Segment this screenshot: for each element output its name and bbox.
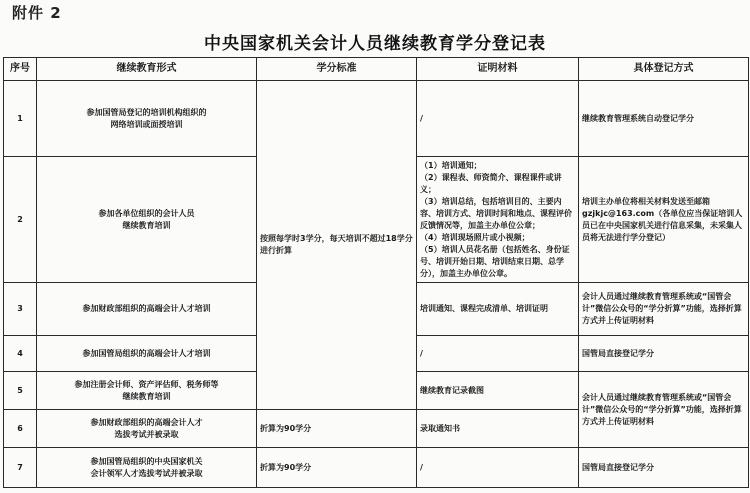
education-form [37,410,257,448]
header-credit: 学分标准 [257,58,417,81]
proof-material: / [417,336,579,372]
credit-standard: 折算为90学分 [257,448,417,488]
credit-standard: 折算为90学分 [257,410,417,448]
form-line: 继续教育培训 [122,220,171,230]
credit-standard-merged [257,81,417,410]
header-no: 序号 [4,58,37,81]
form-line: 参加注册会计师、资产评估师、税务师等 [74,379,219,389]
proof-item: （2）课程表、师资简介、课程课件或讲义； [420,172,562,194]
proof-material: / [417,81,579,157]
row-number: 5 [4,372,37,410]
registration-method: 国管局直接登记学分 [579,448,749,488]
table-row [4,448,749,488]
header-proof: 证明材料 [417,58,579,81]
form-line: 选拔考试并被录取 [114,429,179,439]
proof-material: / [417,448,579,488]
registration-method: 培训主办单位将相关材料发送至邮箱gzjkjc@163.com（各单位应当保证培训人员已在中央国家机关进行信息采集，未采集人员将无法进行学分登记） [579,157,749,283]
form-line: 参加国管局组织的中央国家机关 [90,456,203,466]
proof-item: （5）培训人员花名册（包括姓名、身份证号、培训开始日期、培训结束日期、总学分），加盖主办单位公章。 [420,244,570,278]
row-number: 1 [4,81,37,157]
proof-item: （1）培训通知； [420,160,482,170]
row-number: 6 [4,410,37,448]
form-line: 继续教育培训 [122,391,171,401]
proof-material: 继续教育记录截图 [417,372,579,410]
document-title: 中央国家机关会计人员继续教育学分登记表 [204,34,546,54]
education-form [37,157,257,283]
row-number: 4 [4,336,37,372]
table-header-row [4,58,749,81]
header-form: 继续教育形式 [37,58,257,81]
proof-item: （4）培训现场照片或小视频； [420,232,530,242]
proof-item: （3）培训总结，包括培训目的、主要内容、培训方式、培训时间和地点、课程评价反馈情况等，加盖主办单位公章； [420,196,572,230]
header-method: 具体登记方式 [579,58,749,81]
credit-standard-text: 按照每学时3学分，每天培训不超过18学分进行折算 [260,234,413,255]
education-form [37,448,257,488]
education-form: 参加财政部组织的高端会计人才培训 [37,283,257,336]
registration-method: 会计人员通过继续教育管理系统或“国管会计”微信公众号的“学分折算”功能，选择折算方式并上传证明材料 [579,283,749,336]
form-line: 参加财政部组织的高端会计人才 [90,417,203,427]
form-line: 网络培训或面授培训 [110,119,183,129]
proof-material-list [417,157,579,283]
registration-method: 国管局直接登记学分 [579,336,749,372]
proof-material: 录取通知书 [417,410,579,448]
row-number: 7 [4,448,37,488]
education-form [37,372,257,410]
registration-method: 继续教育管理系统自动登记学分 [579,81,749,157]
table-row [4,81,749,157]
registration-method-merged: 会计人员通过继续教育管理系统或“国管会计”微信公众号的“学分折算”功能，选择折算方式并上传证明材料 [579,372,749,448]
credit-registration-table [3,57,749,488]
form-line: 参加国管局登记的培训机构组织的 [86,107,207,117]
proof-material: 培训通知、课程完成清单、培训证明 [417,283,579,336]
attachment-label: 附件 2 [12,4,62,22]
education-form: 参加国管局组织的高端会计人才培训 [37,336,257,372]
row-number: 3 [4,283,37,336]
form-line: 会计领军人才选拔考试并被录取 [90,468,203,478]
education-form [37,81,257,157]
form-line: 参加各单位组织的会计人员 [98,208,195,218]
row-number: 2 [4,157,37,283]
